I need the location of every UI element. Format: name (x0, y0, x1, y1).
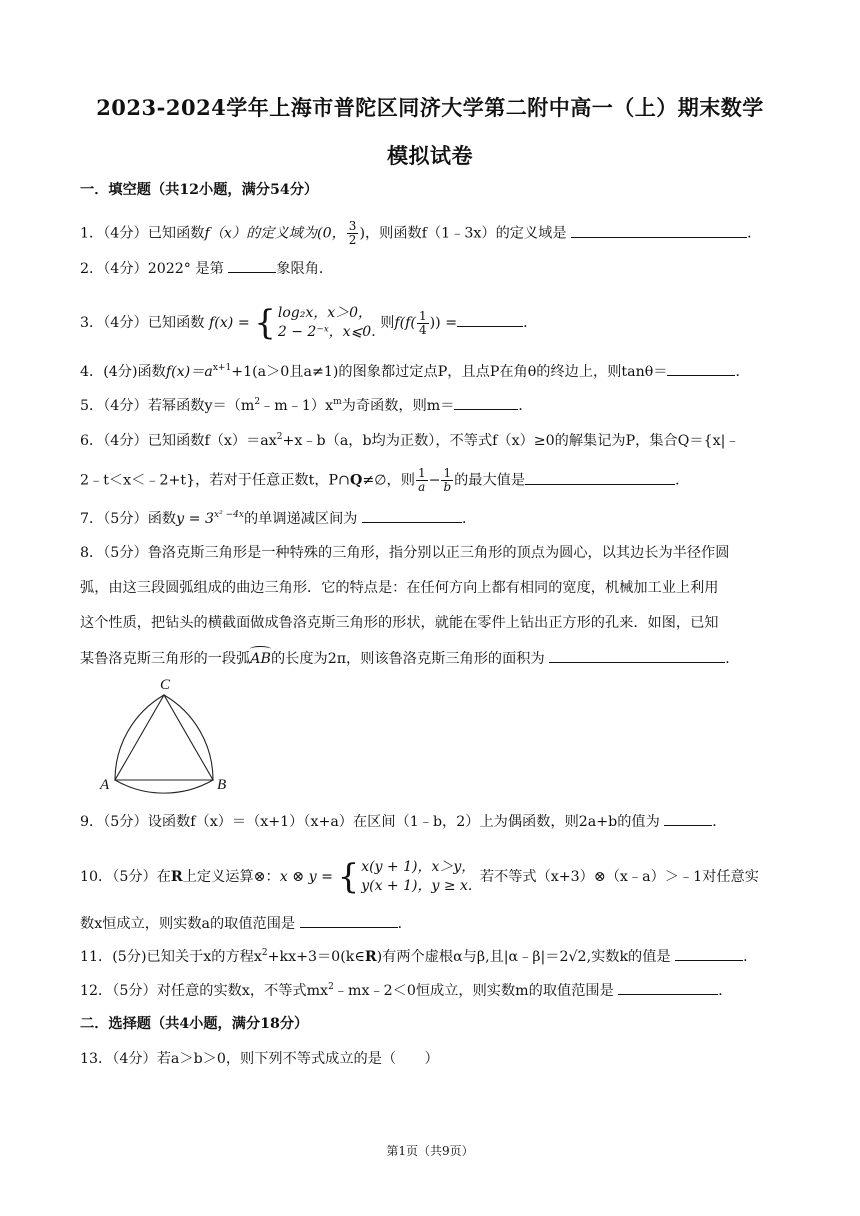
page-title: 2023-2024学年上海市普陀区同济大学第二附中高一（上）期末数学 (96, 95, 764, 120)
q9-text: 9．（5分）设函数f（x）＝（x+1）（x+a）在区间（1﹣b，2）上为偶函数，则2a+b的值为 (80, 814, 660, 830)
q6-exp: 2 (276, 432, 283, 442)
q6-l2b: ≠∅，则 (362, 472, 415, 489)
q1-fraction (347, 220, 359, 247)
q4-text-b: +1(a＞0且a≠1)的图象都过定点P，且点P在角θ的终边上，则tanθ＝ (231, 364, 668, 380)
q3-case2: 2 − 2⁻ˣ，x⩽0. (277, 324, 376, 340)
q3-end: ． (523, 315, 538, 331)
q8-l4b: 的长度为2π，则该鲁洛克斯三角形的面积为 (270, 651, 545, 667)
q3-frac-num: 1 (418, 308, 427, 323)
question-13: 13．（4分）若a＞b＞0，则下列不等式成立的是（ ） (80, 1051, 439, 1067)
q1-t2: )，则函数 (359, 225, 422, 242)
q8-arc-ab: AB (250, 651, 271, 667)
q3-fx: f(x) = (208, 315, 250, 331)
label-b: B (217, 777, 227, 793)
answer-blank-2[interactable] (228, 258, 276, 273)
answer-blank-8[interactable] (549, 648, 725, 663)
question-2 (80, 258, 780, 279)
q12-end: ． (718, 983, 733, 999)
question-8-line-2: 弧，由这三段圆弧组成的曲边三角形．它的特点是：在任何方向上都有相同的宽度，机械加工业上利用 (80, 580, 719, 596)
answer-blank-7[interactable] (362, 508, 462, 523)
q8-end: ． (725, 651, 740, 667)
q5-text-a: 5．（4分）若幂函数y＝（m (80, 398, 255, 414)
answer-blank-3[interactable] (457, 312, 523, 327)
q6-f1-den: a (418, 480, 426, 494)
q10-l1c: 若不等式（x+3）⊗（x﹣a）＞﹣1对任意实 (479, 869, 759, 885)
question-8-line-1: 8．（5分）鲁洛克斯三角形是一种特殊的三角形，指分别以正三角形的顶点为圆心，以其边长为半径作圆 (80, 545, 730, 561)
question-3 (80, 304, 780, 342)
answer-blank-5[interactable] (454, 395, 518, 410)
q6-set-q: Q (349, 472, 363, 489)
q11-r: R (364, 949, 377, 965)
question-8-line-4 (80, 648, 780, 669)
arc-ab (115, 780, 213, 793)
q3-then: 则 (380, 315, 395, 331)
q10-r: R (170, 869, 183, 885)
q6-end: ． (675, 472, 690, 489)
q6-minus: − (428, 472, 441, 489)
question-1 (80, 220, 780, 247)
label-a: A (100, 777, 110, 793)
q6-l2a: 2﹣t＜x＜﹣2+t}，若对于任意正数t，P∩ (80, 472, 350, 489)
q10-cases (361, 858, 475, 896)
q5-text-c: 为奇函数，则m＝ (341, 398, 455, 414)
q11-text-b: +kx+3＝0(k∈ (267, 949, 365, 965)
q6-l1a: 6．（4分）已知函数f（x）＝ax (80, 433, 277, 449)
q3-brace: { (254, 303, 276, 343)
q6-f2-den: b (443, 480, 452, 494)
q2-text: 2．（4分）2022° 是第 (80, 261, 224, 277)
q6-fraction-2 (441, 467, 453, 494)
q3-cases (278, 304, 376, 342)
section-heading-multiple-choice: 二．选择题（共4小题，满分18分） (80, 1016, 309, 1032)
q11-end: ． (743, 949, 758, 965)
q10-brace: { (337, 857, 360, 897)
answer-blank-11[interactable] (675, 946, 743, 961)
answer-blank-9[interactable] (664, 811, 712, 826)
q12-text-a: 12．（5分）对任意的实数x，不等式mx (80, 983, 329, 999)
q4-end: ． (735, 364, 750, 380)
q11-text-c: )有两个虚根α与β,且|α﹣β|＝2√2,实数k的值是 (376, 949, 671, 965)
q6-f1-num: 1 (417, 466, 426, 480)
q7-end: ． (461, 511, 477, 527)
q7-exponent: x² −4x (214, 510, 244, 520)
q3-close: )) = (429, 315, 458, 331)
q1-prefix: 1．（4分）已知函数 (80, 225, 205, 242)
q7-y: y = 3 (176, 511, 215, 527)
q1-end: ． (747, 225, 762, 242)
q6-l1b: +x﹣b（a，b均为正数），不等式f（x）≥0的解集记为P，集合Q＝{x|﹣ (282, 433, 740, 449)
q6-f2-num: 1 (443, 466, 452, 480)
q3-fraction (417, 310, 429, 337)
page-footer: 第1页（共9页） (386, 1144, 474, 1158)
q10-op: x ⊗ y = (279, 869, 334, 885)
q7-text-a: 7．（5分）函数 (80, 511, 177, 527)
q4-text-a: 4．(4分)函数 (80, 364, 166, 380)
question-10-line-2 (80, 913, 780, 934)
label-c: C (160, 677, 171, 693)
q1-t3: f（1﹣3x）的定义域是 (421, 225, 567, 242)
q4-exponent: x+1 (212, 363, 232, 373)
answer-blank-12[interactable] (618, 980, 718, 995)
question-7 (80, 508, 780, 529)
answer-blank-6[interactable] (525, 470, 675, 485)
q11-text-a: 11．(5分)已知关于x的方程x (80, 949, 262, 965)
q6-fraction-1 (416, 467, 428, 494)
q10-l1a: 10．（5分）在 (80, 869, 171, 885)
q5-text-b: ﹣m﹣1）x (260, 398, 334, 414)
q10-piecewise (338, 858, 476, 896)
q4-fx: f(x)＝a (165, 364, 213, 380)
q6-l2c: 的最大值是 (454, 472, 526, 489)
question-4 (80, 361, 780, 382)
q1-frac-num: 3 (348, 219, 357, 233)
answer-blank-1[interactable] (571, 223, 747, 238)
q10-case2: y(x + 1)，y ≥ x. (361, 878, 473, 894)
q3-prefix: 3．（4分）已知函数 (80, 315, 205, 331)
question-12 (80, 980, 780, 1001)
question-9 (80, 811, 780, 832)
q3-case1: log₂x，x＞0， (277, 305, 373, 321)
question-10-line-1 (80, 858, 780, 896)
q9-end: ． (712, 814, 727, 830)
page-subtitle: 模拟试卷 (387, 143, 473, 168)
q11-exp: 2 (261, 948, 268, 958)
inner-triangle (115, 695, 213, 780)
q1-frac-den: 2 (348, 233, 357, 247)
q12-text-b: ﹣mx﹣2＜0恒成立，则实数m的取值范围是 (333, 983, 614, 999)
q3-ff: f(f( (394, 315, 416, 331)
q10-end: ． (397, 916, 412, 932)
q8-l4a: 某鲁洛克斯三角形的一段弧 (80, 651, 251, 667)
question-11 (80, 946, 780, 967)
q2-end: 象限角． (276, 261, 334, 277)
answer-blank-4[interactable] (667, 361, 735, 376)
q10-l2: 数x恒成立，则实数a的取值范围是 (80, 916, 296, 932)
reuleaux-triangle-figure (96, 670, 236, 800)
q10-l1b: 上定义运算⊗： (182, 869, 280, 885)
answer-blank-10[interactable] (300, 913, 398, 928)
q10-case1: x(y + 1)，x＞y， (361, 859, 476, 875)
q3-piecewise (254, 304, 375, 342)
q3-frac-den: 4 (418, 322, 427, 337)
q5-end: ． (518, 398, 533, 414)
question-6-line-2 (80, 467, 780, 494)
section-heading-fill-in: 一．填空题（共12小题，满分54分） (80, 182, 319, 198)
q5-exp2: m (333, 397, 342, 407)
question-6-line-1 (80, 431, 780, 451)
q12-exp: 2 (328, 982, 334, 992)
q7-text-b: 的单调递减区间为 (243, 511, 358, 527)
question-8-line-3: 这个性质，把钻头的横截面做成鲁洛克斯三角形的形状，就能在零件上钻出正方形的孔来．如图，已知 (80, 615, 719, 631)
question-5 (80, 395, 780, 416)
q5-exp1: 2 (254, 397, 261, 407)
q1-t1: f（x）的定义域为(0， (204, 225, 346, 242)
